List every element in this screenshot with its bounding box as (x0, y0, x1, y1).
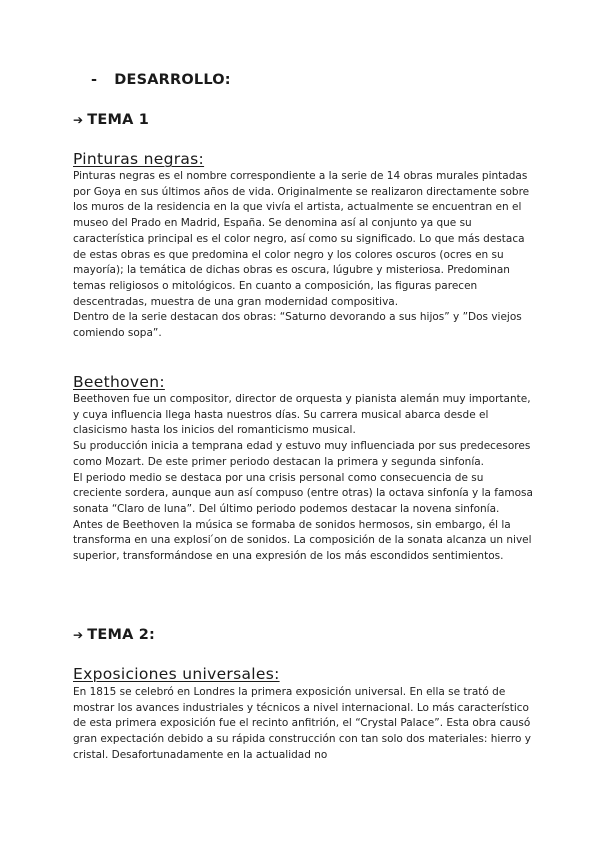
main-heading-title: DESARROLLO: (114, 72, 231, 88)
beethoven-title: Beethoven: (73, 373, 165, 391)
exposiciones-universales-body (73, 685, 533, 764)
paragraph: Antes de Beethoven la música se formaba de sonidos hermosos, sin embargo, él la transforma en una explosi ́on de sonidos. La composición de la sonata alcanza un nivel superior, transformándose en una expresión de los más escondidos sentimientos. (73, 518, 532, 563)
main-heading (91, 72, 231, 88)
pinturas-negras-title: Pinturas negras: (73, 150, 205, 168)
arrow-icon: ➔ (73, 113, 84, 127)
paragraph: El periodo medio se destaca por una crisis personal como consecuencia de su creciente sordera, aunque aun así compuso (entre otras) la octava sinfonía y la famosa sonata “Claro de luna”. Del último periodo podemos destacar la novena sinfonía. (73, 471, 533, 515)
tema-1-heading (73, 112, 149, 128)
tema-1-label: TEMA 1 (87, 112, 150, 128)
paragraph: En 1815 se celebró en Londres la primera exposición universal. En ella se trató de mostrar los avances industriales y técnicos a nivel internacional. Lo más característico de esta primera exposición fue el recinto anfitrión, el “Crystal Palace”. Esta obra causó gran expectación debido a su rápida construcción con tan solo dos materiales: hierro y cristal. Desafortunadamente en la actualidad no (73, 686, 531, 761)
paragraph: Su producción inicia a temprana edad y estuvo muy influenciada por sus predecesores como Mozart. De este primer periodo destacan la primera y segunda sinfonía. (73, 440, 531, 468)
pinturas-negras-body (73, 169, 533, 342)
paragraph: Pinturas negras es el nombre correspondiente a la serie de 14 obras murales pintadas por Goya en sus últimos años de vida. Originalmente se realizaron directamente sobre los muros de la residencia en la que vivía el artista, actualmente se encuentran en el museo del Prado en Madrid, España. Se denomina así al conjunto ya que su característica principal es el color negro, así como su significado. Lo que más destaca de estas obras es que predomina el color negro y los colores oscuros (ocres en su mayoría); la temática de dichas obras es oscura, lúgubre y misteriosa. Predominan temas religiosos o mitológicos. En cuanto a composición, las figuras parecen descentradas, muestra de una gran modernidad compositiva. (73, 170, 530, 308)
paragraph: Beethoven fue un compositor, director de orquesta y pianista alemán muy importante, y cuya influencia llega hasta nuestros días. Su carrera musical abarca desde el clasicismo hasta los inicios del romanticismo musical. (73, 393, 531, 437)
beethoven-body (73, 392, 533, 565)
tema-2-heading (73, 627, 155, 643)
paragraph: Dentro de la serie destacan dos obras: “Saturno devorando a sus hijos” y ”Dos viejos comiendo sopa”. (73, 311, 522, 340)
heading-bullet: - (91, 72, 98, 88)
arrow-icon: ➔ (73, 628, 84, 642)
exposiciones-universales-title: Exposiciones universales: (73, 665, 280, 683)
tema-2-label: TEMA 2: (87, 627, 156, 643)
